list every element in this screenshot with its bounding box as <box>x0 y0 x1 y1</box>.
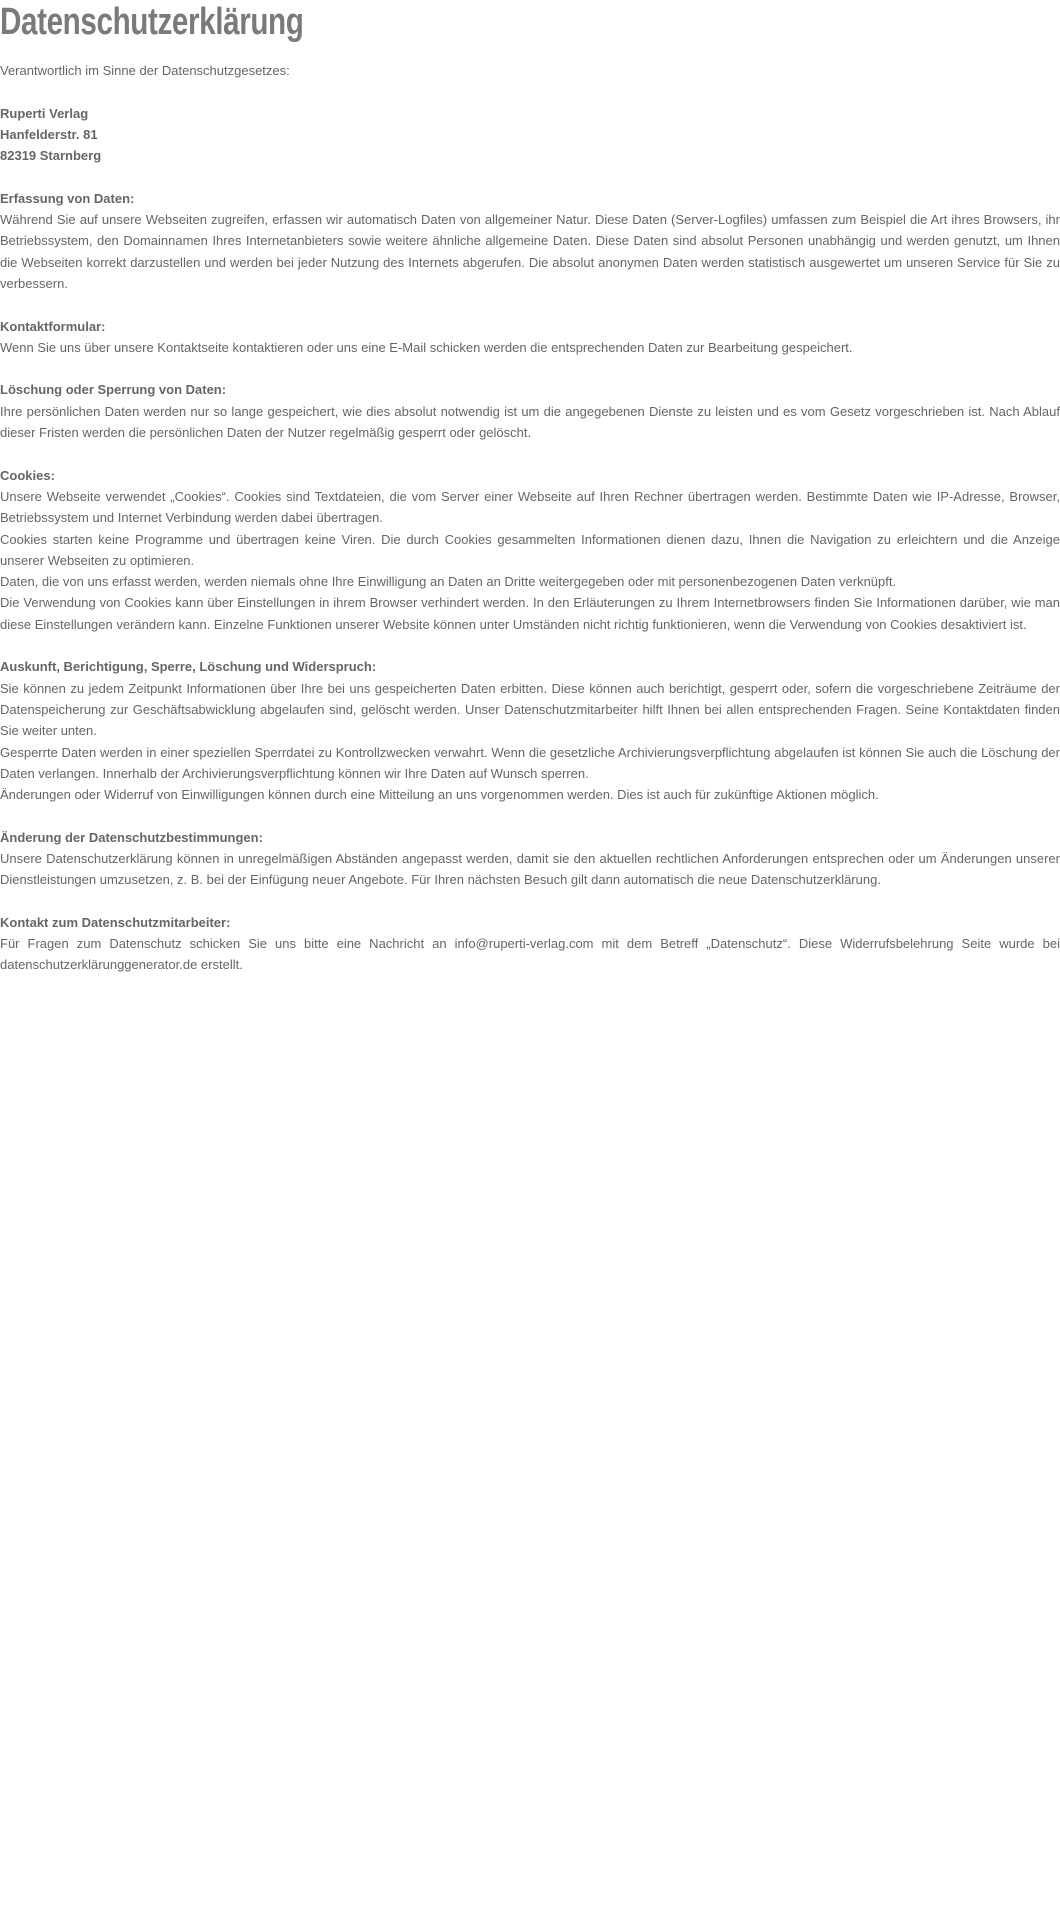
intro-text: Verantwortlich im Sinne der Datenschutzgesetzes: <box>0 63 290 78</box>
section-paragraph: Unsere Webseite verwendet „Cookies“. Cookies sind Textdateien, die vom Server einer Webseite auf Ihren Rechner übertragen werden. Bestimmte Daten wie IP-Adresse, Browser, Betriebssystem und Internet Verbindung werden dabei übertragen. <box>0 488 1060 526</box>
policy-section <box>0 912 1060 976</box>
address-line: 82319 Starnberg <box>0 148 102 164</box>
policy-section <box>0 656 1060 805</box>
section-paragraph: Cookies starten keine Programme und übertragen keine Viren. Die durch Cookies gesammelten Informationen dienen dazu, Ihnen die Navigation zu erleichtern und die Anzeige unserer Webseiten zu optimieren. <box>0 531 1060 568</box>
section-paragraph: Änderungen oder Widerruf von Einwilligungen können durch eine Mitteilung an uns vorgenommen werden. Dies ist auch für zukünftige Aktionen möglich. <box>0 787 879 803</box>
policy-section <box>0 465 1060 635</box>
section-paragraph: Wenn Sie uns über unsere Kontaktseite kontaktieren oder uns eine E-Mail schicken werden die entsprechenden Daten zur Bearbeitung gespeichert. <box>0 339 853 355</box>
section-paragraph: Für Fragen zum Datenschutz schicken Sie uns bitte eine Nachricht an info@ruperti-verlag.com mit dem Betreff „Datenschutz“. Diese Widerrufsbelehrung Seite wurde bei datenschutzerklärunggenerator.de erstellt. <box>0 936 1060 973</box>
section-paragraph: Während Sie auf unsere Webseiten zugreifen, erfassen wir automatisch Daten von allgemeiner Natur. Diese Daten (Server-Logfiles) umfassen zum Beispiel die Art ihres Browsers, ihr Betriebssystem, den Domainnamen Ihres Internetanbieters sowie weitere ähnliche allgemeine Daten. Diese Daten sind absolut Personen unabhängig und werden genutzt, um Ihnen die Webseiten korrekt darzustellen und werden bei jeder Nutzung des Internets abgerufen. Die absolut anonymen Daten werden statistisch ausgewertet um unseren Service für Sie zu verbessern. <box>0 212 1060 291</box>
page-title: Datenschutzerklärung <box>0 1 304 43</box>
policy-section <box>0 827 1060 891</box>
section-paragraph: Sie können zu jedem Zeitpunkt Informationen über Ihre bei uns gespeicherten Daten erbitten. Diese können auch berichtigt, gesperrt oder, sofern die vorgeschriebene Zeiträume der Datenspeicherung zur Geschäftsabwicklung abgelaufen sind, gelöscht werden. Unser Datenschutzmitarbeiter hilft Ihnen bei allen entsprechenden Fragen. Seine Kontaktdaten finden Sie weiter unten. <box>0 680 1060 739</box>
address-line: Hanfelderstr. 81 <box>0 126 98 142</box>
section-heading: Erfassung von Daten: <box>0 190 135 206</box>
section-heading: Cookies: <box>0 467 55 483</box>
section-paragraph: Ihre persönlichen Daten werden nur so lange gespeichert, wie dies absolut notwendig ist um die angegebenen Dienste zu leisten und es vom Gesetz vorgeschrieben ist. Nach Ablauf dieser Fristen werden die persönlichen Daten der Nutzer regelmäßig gesperrt oder gelöscht. <box>0 403 1060 441</box>
section-heading: Änderung der Datenschutzbestimmungen: <box>0 829 263 845</box>
section-heading: Kontaktformular: <box>0 318 106 334</box>
policy-section <box>0 379 1060 443</box>
policy-section <box>0 316 1060 359</box>
address-line: Ruperti Verlag <box>0 105 89 121</box>
section-heading: Auskunft, Berichtigung, Sperre, Löschung und Widerspruch: <box>0 659 377 675</box>
address-block <box>0 103 1060 167</box>
section-paragraph: Daten, die von uns erfasst werden, werden niemals ohne Ihre Einwilligung an Daten an Dritte weitergegeben oder mit personenbezogenen Daten verknüpft. <box>0 574 897 590</box>
section-heading: Löschung oder Sperrung von Daten: <box>0 382 227 398</box>
policy-sections <box>0 188 1060 976</box>
section-paragraph: Unsere Datenschutzerklärung können in unregelmäßigen Abständen angepasst werden, damit sie den aktuellen rechtlichen Anforderungen entsprechen oder um Änderungen unserer Dienstleistungen umzusetzen, z. B. bei der Einfügung neuer Angebote. Für Ihren nächsten Besuch gilt dann automatisch die neue Datenschutzerklärung. <box>0 850 1060 888</box>
section-paragraph: Die Verwendung von Cookies kann über Einstellungen in ihrem Browser verhindert werden. In den Erläuterungen zu Ihrem Internetbrowsers finden Sie Informationen darüber, wie man diese Einstellungen verändern kann. Einzelne Funktionen unserer Website können unter Umständen nicht richtig funktionieren, wenn die Verwendung von Cookies desaktiviert ist. <box>0 595 1060 632</box>
section-paragraph: Gesperrte Daten werden in einer speziellen Sperrdatei zu Kontrollzwecken verwahrt. Wenn die gesetzliche Archivierungsverpflichtung abgelaufen ist können Sie auch die Löschung der Daten verlangen. Innerhalb der Archivierungsverpflichtung können wir Ihre Daten auf Wunsch sperren. <box>0 744 1060 781</box>
policy-section <box>0 188 1060 294</box>
section-heading: Kontakt zum Datenschutzmitarbeiter: <box>0 914 231 930</box>
